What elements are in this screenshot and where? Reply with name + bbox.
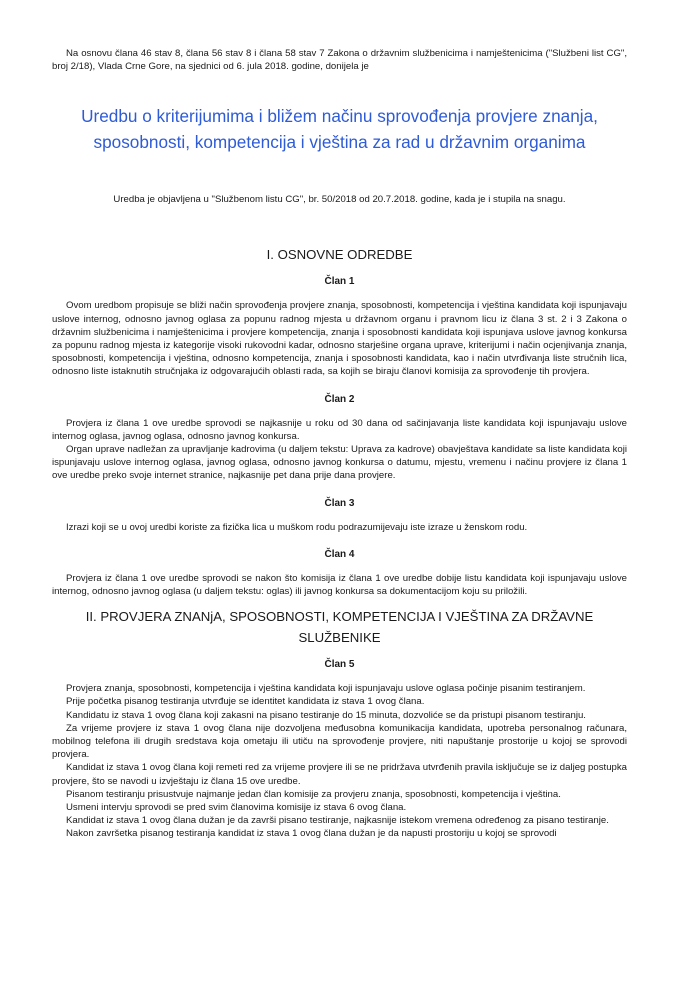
article-paragraph: Pisanom testiranju prisustvuje najmanje jedan član komisije za provjeru znanja, sposobnosti, kompetencija i vještina. bbox=[66, 788, 561, 800]
preamble: Na osnovu člana 46 stav 8, člana 56 stav 8 i člana 58 stav 7 Zakona o državnim službenicima i namještenicima ("Službeni list CG", broj 2/18), Vlada Crne Gore, na sjednici od 6. jula 2018. godine, donijela je bbox=[52, 48, 627, 73]
publication-note: Uredba je objavljena u "Službenom listu CG", br. 50/2018 od 20.7.2018. godine, kada je i stupila na snagu. bbox=[113, 194, 566, 206]
article-paragraph: Ovom uredbom propisuje se bliži način sprovođenja provjere znanja, sposobnosti, kompetencija i vještina kandidata koji ispunjavaju uslove internog, odnosno javnog oglasa za popunu radnog mjesta u državnom organu i pravnom licu iz člana 3 st. 2 i 3 Zakona o državnim službenicima i namještenicima i provjere kompetencija, znanja i sposobnosti kandidata koji ispunjava uslove javnog konkursa za popunu radnog mjesta iz kategorije visoki rukovodni kadar, odnosno starješine organa uprave, kriterijumi i način ocjenjivanja znanja, sposobnosti, kompetencija i vještina, odnosno kompetencija, znanja i sposobnosti kandidata, kao i način utvrđivanja liste stručnih lica, odnosno liste istaknutih stručnjaka iz odgovarajućih oblasti rada, sa kojih se biraju članovi komisija za sprovođenje tih provjera. bbox=[52, 300, 627, 378]
document-title: Uredbu o kriterijumima i bližem načinu sprovođenja provjere znanja, sposobnosti, kompetencija i vještina za rad u državnim organima bbox=[81, 106, 598, 153]
article-paragraph: Izrazi koji se u ovoj uredbi koriste za fizička lica u muškom rodu podrazumijevaju iste izraze u ženskom rodu. bbox=[66, 521, 528, 533]
article-label: Član 3 bbox=[324, 497, 355, 509]
article-paragraph: Provjera iz člana 1 ove uredbe sprovodi se najkasnije u roku od 30 dana od sačinjavanja liste kandidata koji ispunjavaju uslove internog oglasa, javnog oglasa, odnosno javnog konkursa. bbox=[52, 417, 627, 442]
document-page bbox=[0, 47, 679, 1007]
article-5 bbox=[52, 658, 627, 840]
article-paragraph: Prije početka pisanog testiranja utvrđuje se identitet kandidata iz stava 1 ovog člana. bbox=[66, 696, 425, 708]
article-label: Član 1 bbox=[324, 276, 355, 288]
article-paragraph: Kandidat iz stava 1 ovog člana koji remeti red za vrijeme provjere ili se ne pridržava utvrđenih pravila isključuje se iz daljeg postupka provjere, što se navodi u izvještaju iz člana 15 ove uredbe. bbox=[52, 762, 627, 787]
section-heading-2: II. PROVJERA ZNANjA, SPOSOBNOSTI, KOMPETENCIJA I VJEŠTINA ZA DRŽAVNE SLUŽBENIKE bbox=[85, 609, 594, 646]
article-1 bbox=[52, 275, 627, 378]
article-paragraph: Kandidat iz stava 1 ovog člana dužan je da završi pisano testiranje, najkasnije istekom vremena određenog za pisano testiranje. bbox=[66, 815, 609, 827]
article-paragraph: Nakon završetka pisanog testiranja kandidat iz stava 1 ovog člana dužan je da napusti prostoriju u kojoj se sprovodi bbox=[66, 828, 557, 840]
article-2 bbox=[52, 393, 627, 483]
article-paragraph: Usmeni intervju sprovodi se pred svim članovima komisije iz stava 6 ovog člana. bbox=[66, 802, 407, 814]
article-paragraph: Organ uprave nadležan za upravljanje kadrovima (u daljem tekstu: Uprava za kadrove) obavještava kandidate sa liste kandidata koji ispunjavaju uslove internog oglasa, javnog oglasa, odnosno javnog konkursa o datumu, mjestu, vremenu i načinu provjere iz člana 1 ove uredbe preko svoje internet stranice, najkasnije pet dana prije dana provjere. bbox=[52, 444, 627, 482]
section-heading-1: I. OSNOVNE ODREDBE bbox=[266, 247, 413, 263]
article-paragraph: Provjera znanja, sposobnosti, kompetencija i vještina kandidata koji ispunjavaju uslove oglasa počinje pisanim testiranjem. bbox=[66, 683, 586, 695]
article-paragraph: Kandidatu iz stava 1 ovog člana koji zakasni na pisano testiranje do 15 minuta, dozvoliće se da pristupi pisanom testiranju. bbox=[66, 709, 586, 721]
article-3 bbox=[52, 497, 627, 534]
article-label: Član 2 bbox=[324, 393, 355, 405]
article-paragraph: Provjera iz člana 1 ove uredbe sprovodi se nakon što komisija iz člana 1 ove uredbe dobije listu kandidata koji ispunjavaju uslove internog, odnosno javnog oglasa (u daljem tekstu: oglas) ili javnog konkursa sa dokumentacijom koju su priložili. bbox=[52, 572, 627, 598]
article-label: Član 5 bbox=[324, 659, 355, 671]
article-label: Član 4 bbox=[324, 548, 355, 560]
article-4 bbox=[52, 548, 627, 598]
article-paragraph: Za vrijeme provjere iz stava 1 ovog člana nije dozvoljena međusobna komunikacija kandidata, upotreba personalnog računara, mobilnog telefona ili drugih sredstava koja ometaju ili utiču na sprovođenje provjere, niti napuštanje prostorije u kojoj se sprovodi provjera. bbox=[52, 722, 627, 761]
